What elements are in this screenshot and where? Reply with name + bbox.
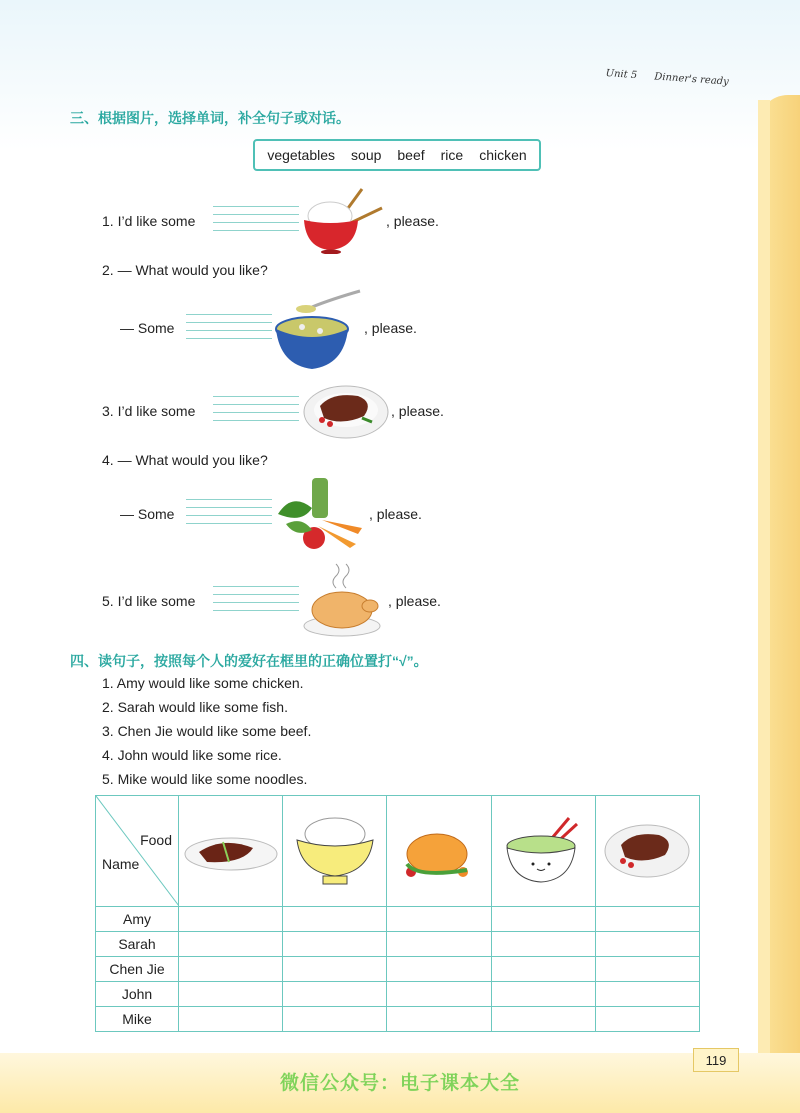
q2-blank[interactable]: [186, 314, 272, 346]
q1-end: , please.: [386, 213, 439, 229]
q2-answer: — Some: [120, 320, 175, 336]
diagonal-divider: [96, 796, 178, 906]
check-cell[interactable]: [491, 1007, 595, 1032]
header-chicken-cell: [387, 796, 491, 907]
beef-plate-icon: [603, 817, 691, 883]
q4-ask: 4. — What would you like?: [102, 452, 268, 468]
q5-text: 5. I’d like some: [102, 593, 196, 609]
q4-blank[interactable]: [186, 499, 272, 531]
roast-chicken-icon: [397, 814, 481, 886]
name-cell: Mike: [96, 1007, 179, 1032]
word-chicken: chicken: [479, 147, 527, 163]
food-preference-table: [95, 795, 700, 1032]
check-cell[interactable]: [387, 907, 491, 932]
word-beef: beef: [397, 147, 425, 163]
check-cell[interactable]: [179, 957, 283, 982]
q2-end: , please.: [364, 320, 417, 336]
check-cell[interactable]: [179, 982, 283, 1007]
sentence-1: 1. Amy would like some chicken.: [102, 675, 304, 691]
header-corner-cell: [96, 796, 179, 907]
check-cell[interactable]: [595, 957, 699, 982]
q5-blank[interactable]: [213, 586, 299, 618]
word-soup: soup: [351, 147, 382, 163]
q2-ask: 2. — What would you like?: [102, 262, 268, 278]
roast-chicken-icon: [300, 560, 384, 640]
check-cell[interactable]: [387, 1007, 491, 1032]
check-cell[interactable]: [491, 982, 595, 1007]
q1-text: 1. I’d like some: [102, 213, 196, 229]
word-bank: [253, 139, 541, 171]
check-cell[interactable]: [179, 1007, 283, 1032]
noodle-bowl-icon: [501, 814, 585, 886]
table-row: [96, 932, 700, 957]
unit-title: Dinner's ready: [653, 71, 730, 88]
check-cell[interactable]: [179, 932, 283, 957]
check-cell[interactable]: [283, 957, 387, 982]
page-number: 119: [693, 1048, 739, 1072]
check-cell[interactable]: [595, 907, 699, 932]
check-cell[interactable]: [491, 907, 595, 932]
q3-end: , please.: [391, 403, 444, 419]
footer-watermark: 微信公众号：电子课本大全: [279, 1073, 520, 1094]
q3-blank[interactable]: [213, 396, 299, 428]
food-label: Food: [140, 832, 172, 848]
table-row: [96, 957, 700, 982]
q5-end: , please.: [388, 593, 441, 609]
sentence-2: 2. Sarah would like some fish.: [102, 699, 288, 715]
q3-text: 3. I’d like some: [102, 403, 196, 419]
name-cell: Chen Jie: [96, 957, 179, 982]
name-cell: Amy: [96, 907, 179, 932]
name-cell: John: [96, 982, 179, 1007]
table-row: [96, 1007, 700, 1032]
unit-label: Unit 5: [605, 68, 638, 82]
table-row: [96, 982, 700, 1007]
header-noodles-cell: [491, 796, 595, 907]
section3-title: 三、根据图片，选择单词，补全句子或对话。: [70, 110, 350, 126]
check-cell[interactable]: [595, 1007, 699, 1032]
header-rice-cell: [283, 796, 387, 907]
name-label: Name: [102, 856, 140, 872]
check-cell[interactable]: [283, 982, 387, 1007]
check-cell[interactable]: [595, 932, 699, 957]
book-page-edge-inner: [758, 100, 770, 1113]
check-cell[interactable]: [491, 957, 595, 982]
vegetables-icon: [272, 474, 368, 554]
table-row: [96, 907, 700, 932]
sentence-5: 5. Mike would like some noodles.: [102, 771, 308, 787]
section4-title: 四、读句子，按照每个人的爱好在框里的正确位置打“√”。: [70, 653, 428, 669]
name-cell: Sarah: [96, 932, 179, 957]
word-rice: rice: [440, 147, 464, 163]
check-cell[interactable]: [387, 957, 491, 982]
q4-end: , please.: [369, 506, 422, 522]
check-cell[interactable]: [283, 932, 387, 957]
q1-blank[interactable]: [213, 206, 299, 238]
sentence-4: 4. John would like some rice.: [102, 747, 282, 763]
rice-bowl-icon: [300, 186, 386, 254]
header-fish-cell: [179, 796, 283, 907]
sentence-3: 3. Chen Jie would like some beef.: [102, 723, 312, 739]
soup-bowl-icon: [272, 285, 364, 373]
table-header-row: [96, 796, 700, 907]
check-cell[interactable]: [491, 932, 595, 957]
q4-answer: — Some: [120, 506, 175, 522]
check-cell[interactable]: [387, 932, 491, 957]
check-cell[interactable]: [387, 982, 491, 1007]
check-cell[interactable]: [595, 982, 699, 1007]
header-beef-cell: [595, 796, 699, 907]
word-vegetables: vegetables: [267, 147, 336, 163]
check-cell[interactable]: [283, 907, 387, 932]
check-cell[interactable]: [179, 907, 283, 932]
check-cell[interactable]: [283, 1007, 387, 1032]
rice-bowl-icon: [293, 810, 377, 890]
beef-plate-icon: [302, 376, 390, 442]
fish-dish-icon: [183, 820, 279, 880]
